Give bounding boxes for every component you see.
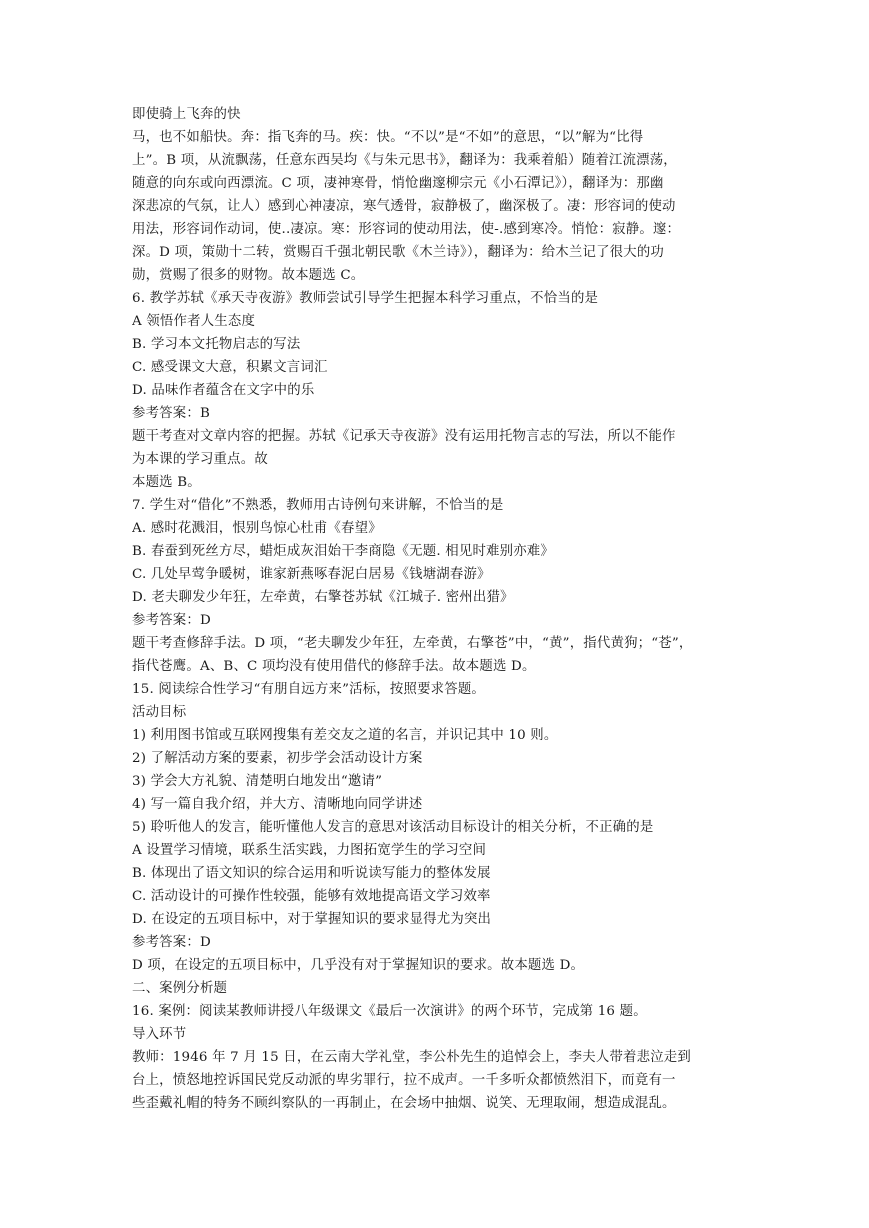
text-line: 6. 教学苏轼《承天寺夜游》教师尝试引导学生把握本科学习重点，不恰当的是 bbox=[132, 291, 599, 306]
text-line: 台上，愤怒地控诉国民党反动派的卑劣罪行，拉不成声。一千多听众都愤然泪下，而竟有一 bbox=[132, 1073, 676, 1088]
text-line: 参考答案：D bbox=[132, 935, 211, 950]
text-line: A 领悟作者人生态度 bbox=[132, 314, 256, 329]
text-line: 用法，形容词作动词，使..凄凉。寒：形容词的使动用法，使-.感到寒冷。悄怆：寂静。邃： bbox=[132, 222, 681, 237]
text-line: 指代苍鹰。A、B、C 项均没有使用借代的修辞手法。故本题选 D。 bbox=[132, 659, 536, 674]
text-line: D. 在设定的五项目标中，对于掌握知识的要求显得尤为突出 bbox=[132, 912, 492, 927]
text-line: 1) 利用图书馆或互联网搜集有差交友之道的名言，并识记其中 10 则。 bbox=[132, 728, 558, 743]
text-line: 教师：1946 年 7 月 15 日，在云南大学礼堂，李公朴先生的追悼会上，李夫人带着悲泣走到 bbox=[132, 1050, 691, 1065]
text-line: C. 几处早莺争暖树，谁家新燕啄春泥白居易《钱塘湖春游》 bbox=[132, 567, 491, 582]
text-line: 参考答案：D bbox=[132, 613, 211, 628]
text-line: 二、案例分析题 bbox=[132, 981, 228, 996]
text-line: 7. 学生对“借化”不熟悉，教师用古诗例句来讲解，不恰当的是 bbox=[132, 498, 504, 513]
document-body bbox=[132, 103, 738, 1115]
text-line: 深悲凉的气氛，让人）感到心神凄凉，寒气透骨，寂静极了，幽深极了。凄：形容词的使动 bbox=[132, 199, 676, 214]
text-line: D 项，在设定的五项目标中，几乎没有对于掌握知识的要求。故本题选 D。 bbox=[132, 958, 585, 973]
text-line: A 设置学习情境，联系生活实践，力图拓宽学生的学习空间 bbox=[132, 843, 487, 858]
text-line: 2) 了解活动方案的要素，初步学会活动设计方案 bbox=[132, 751, 423, 766]
text-line: 随意的向东或向西漂流。C 项，凄神寒骨，悄怆幽邃柳宗元《小石潭记》），翻译为：那幽 bbox=[132, 176, 664, 191]
text-line: 马，也不如船快。奔：指飞奔的马。疾：快。“不以”是“不如”的意思，“以”解为“比得 bbox=[132, 130, 644, 145]
text-line: 题干考查修辞手法。D 项，“老夫聊发少年狂，左牵黄，右擎苍”中，“黄”，指代黄狗；“苍”， bbox=[132, 636, 693, 651]
text-line: C. 活动设计的可操作性较强，能够有效地提高语文学习效率 bbox=[132, 889, 491, 904]
text-line: 导入环节 bbox=[132, 1027, 187, 1042]
text-line: 上”。B 项，从流飘荡，任意东西吴均《与朱元思书》，翻译为：我乘着船）随着江流漂荡， bbox=[132, 153, 677, 168]
text-line: B. 学习本文托物启志的写法 bbox=[132, 337, 301, 352]
text-line: 本题选 B。 bbox=[132, 475, 201, 490]
text-line: 些歪戴礼帽的特务不顾纠察队的一再制止，在会场中抽烟、说笑、无理取闹，想造成混乱。 bbox=[132, 1096, 676, 1111]
text-line: 即使骑上飞奔的快 bbox=[132, 107, 241, 122]
text-line: C. 感受课文大意，积累文言词汇 bbox=[132, 360, 328, 375]
text-line: 勋，赏赐了很多的财物。故本题选 C。 bbox=[132, 268, 365, 283]
text-line: 活动目标 bbox=[132, 705, 187, 720]
text-line: 为本课的学习重点。故 bbox=[132, 452, 268, 467]
text-line: D. 老夫聊发少年狂，左牵黄，右擎苍苏轼《江城子. 密州出猎》 bbox=[132, 590, 514, 605]
text-line: 16. 案例：阅读某教师讲授八年级课文《最后一次演讲》的两个环节，完成第 16 题。 bbox=[132, 1004, 647, 1019]
text-line: B. 春蚕到死丝方尽，蜡炬成灰泪始干李商隐《无题. 相见时难别亦难》 bbox=[132, 544, 554, 559]
text-line: 5) 聆听他人的发言，能听懂他人发言的意思对该活动目标设计的相关分析，不正确的是 bbox=[132, 820, 654, 835]
text-line: 题干考查对文章内容的把握。苏轼《记承天寺夜游》没有运用托物言志的写法，所以不能作 bbox=[132, 429, 676, 444]
text-line: B. 体现出了语文知识的综合运用和听说读写能力的整体发展 bbox=[132, 866, 491, 881]
text-line: 3) 学会大方礼貌、清楚明白地发出“邀请” bbox=[132, 774, 383, 789]
text-line: A. 感时花溅泪，恨别鸟惊心杜甫《春望》 bbox=[132, 521, 382, 536]
text-line: 参考答案：B bbox=[132, 406, 210, 421]
text-line: 深。D 项，策勋十二转，赏赐百千强北朝民歌《木兰诗》），翻译为：给木兰记了很大的功 bbox=[132, 245, 665, 260]
text-line: 4) 写一篇自我介绍，并大方、清晰地向同学讲述 bbox=[132, 797, 423, 812]
text-line: D. 品味作者蕴含在文字中的乐 bbox=[132, 383, 315, 398]
text-line: 15. 阅读综合性学习“有朋自远方来”活标，按照要求答题。 bbox=[132, 682, 486, 697]
